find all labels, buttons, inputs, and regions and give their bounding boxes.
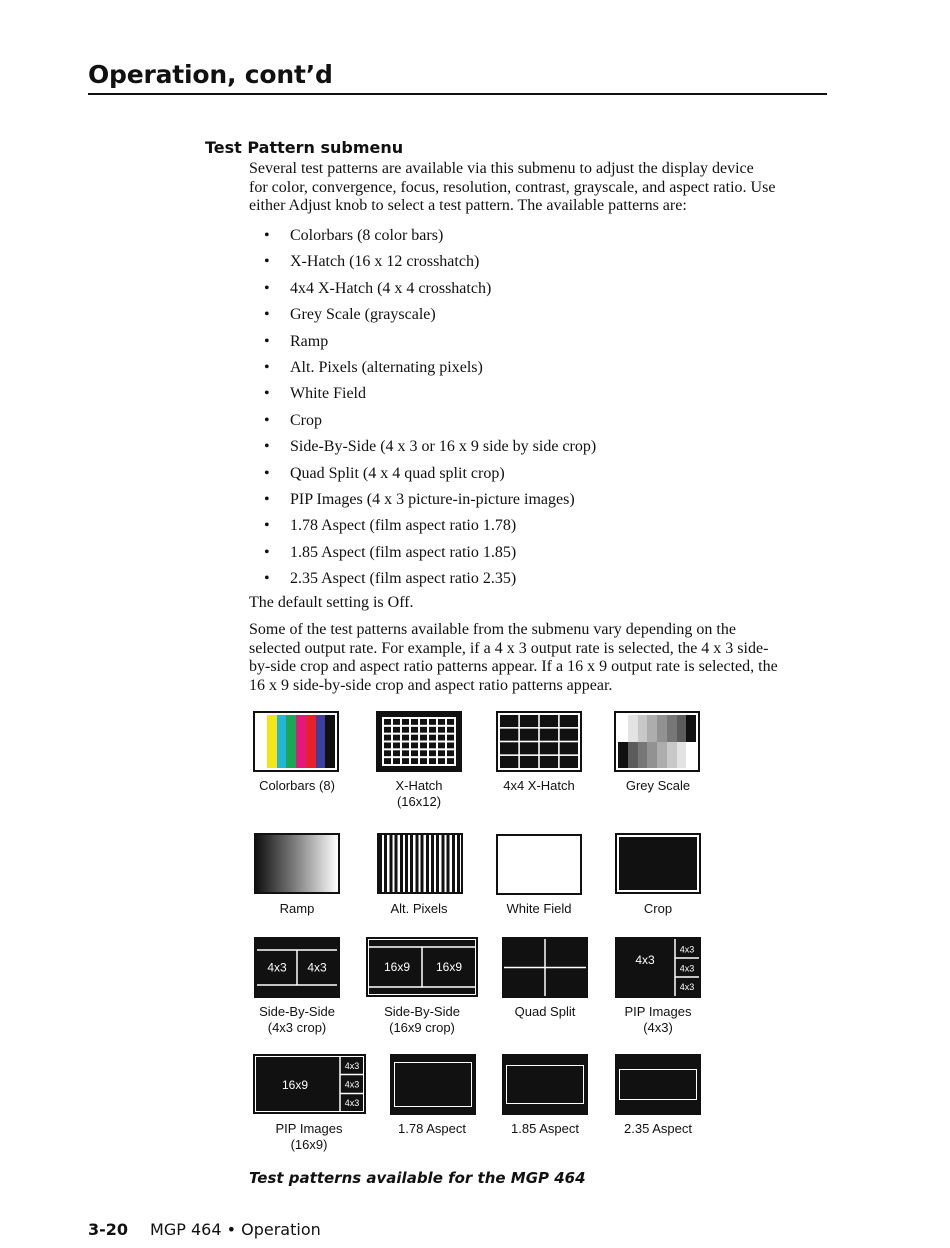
xhatch-cell: [447, 719, 454, 725]
tile-label-line: (4x3 crop): [267, 1020, 327, 1035]
grey-step: [657, 715, 667, 742]
xhatch-cell: [447, 743, 454, 749]
tile-label-line: Ramp: [279, 901, 315, 916]
default-note: The default setting is Off.: [249, 594, 414, 611]
xhatch4-cell: [540, 742, 558, 754]
xhatch-cell: [402, 719, 409, 725]
variation-line: by-side crop and aspect ratio patterns appear. If a 16 x 9 output rate is selected, the: [249, 658, 778, 675]
sbs169-label: [352, 1004, 492, 1036]
xhatch-cell: [393, 758, 400, 764]
pip43-graphic: [617, 939, 699, 996]
xhatch-cell: [429, 743, 436, 749]
xhatch4-cell: [560, 756, 578, 768]
xhatch-cell: [384, 743, 391, 749]
xhatch4-cell: [560, 742, 578, 754]
xhatch-cell: [402, 750, 409, 756]
grey-step: [628, 715, 638, 742]
list-item-text: X-Hatch (16 x 12 crosshatch): [290, 253, 480, 271]
xhatch-cell: [402, 743, 409, 749]
xhatch-cell: [384, 719, 391, 725]
xhatch-cell: [384, 727, 391, 733]
intro-line: Several test patterns are available via this submenu to adjust the display device: [249, 160, 754, 177]
xhatch-cell: [429, 735, 436, 741]
list-item-text: Side-By-Side (4 x 3 or 16 x 9 side by side crop): [290, 438, 597, 456]
variation-line: 16 x 9 side-by-side crop and aspect ratio patterns appear.: [249, 676, 613, 694]
xhatch-cell: [438, 743, 445, 749]
grey-step: [647, 742, 657, 769]
pip43-small-text: 4x3: [679, 963, 695, 974]
bullet-glyph: •: [264, 332, 270, 350]
tile-label-line: (16x9 crop): [389, 1020, 455, 1035]
xhatch4-cell: [500, 756, 518, 768]
xhatch-cell: [429, 750, 436, 756]
xhatch4-cell: [560, 715, 578, 727]
bullet-glyph: •: [264, 438, 270, 456]
tile-label-line: Crop: [643, 901, 673, 916]
color-bar: [277, 715, 287, 768]
xhatch-cell: [438, 758, 445, 764]
xhatch-pattern: [376, 711, 462, 772]
grey-step: [618, 715, 628, 742]
xhatch4-cell: [520, 742, 538, 754]
xhatch4-cell: [540, 729, 558, 741]
tile-label-line: 2.35 Aspect: [624, 1121, 692, 1136]
tile-label-line: Side-By-Side: [384, 1004, 460, 1019]
xhatch-label: [349, 778, 489, 810]
grey-step: [686, 715, 696, 742]
color-bar: [316, 715, 326, 768]
pip169-pattern: [253, 1054, 366, 1114]
grey-step: [677, 742, 687, 769]
list-item-text: White Field: [290, 385, 366, 403]
tile-label-line: (16x9): [290, 1137, 328, 1152]
list-item-text: 2.35 Aspect (film aspect ratio 2.35): [290, 570, 517, 588]
tile-label-line: Alt. Pixels: [390, 901, 448, 916]
a185-pattern: [502, 1054, 588, 1115]
quad-graphic: [504, 939, 586, 996]
quad-pattern: [502, 937, 588, 998]
tile-label-line: PIP Images: [275, 1121, 343, 1136]
list-item-text: 1.78 Aspect (film aspect ratio 1.78): [290, 517, 517, 535]
xhatch-cell: [411, 719, 418, 725]
bullet-glyph: •: [264, 570, 270, 588]
tile-label-line: Colorbars (8): [259, 778, 335, 793]
tile-label-line: X-Hatch: [395, 778, 443, 793]
xhatch-cell: [420, 727, 427, 733]
section-heading: Test Pattern submenu: [205, 138, 404, 157]
color-bar: [296, 715, 306, 768]
list-item-text: 1.85 Aspect (film aspect ratio 1.85): [290, 543, 517, 561]
sbs43-pattern: [254, 937, 340, 998]
bullet-glyph: •: [264, 385, 270, 403]
bullet-glyph: •: [264, 464, 270, 482]
bullet-glyph: •: [264, 227, 270, 244]
list-item-text: Grey Scale (grayscale): [290, 306, 436, 324]
pip169-label: [239, 1121, 379, 1153]
whitefield-pattern: [496, 834, 582, 895]
crop-label: [588, 901, 728, 917]
xhatch4-cell: [500, 742, 518, 754]
grey-step: [657, 742, 667, 769]
xhatch-cell: [438, 727, 445, 733]
intro-line: either Adjust knob to select a test pattern. The available patterns are:: [249, 197, 687, 214]
pip43-small-text: 4x3: [679, 944, 695, 955]
grey-step: [667, 742, 677, 769]
xhatch-cell: [438, 719, 445, 725]
page-number: 3-20: [88, 1220, 129, 1239]
pip43-pattern: [615, 937, 701, 998]
color-bar: [257, 715, 267, 768]
sbs169-graphic: [368, 939, 476, 995]
grey-step: [618, 742, 628, 769]
sbs169-right-text: 16x9: [435, 960, 463, 974]
color-bar: [286, 715, 296, 768]
xhatch-cell: [384, 735, 391, 741]
xhatch-cell: [429, 758, 436, 764]
tile-label-line: Grey Scale: [625, 778, 691, 793]
color-bar: [325, 715, 335, 768]
xhatch4-cell: [520, 715, 538, 727]
tile-label-line: White Field: [506, 901, 572, 916]
xhatch4-pattern: [496, 711, 582, 772]
xhatch-cell: [411, 727, 418, 733]
ramp-pattern: [254, 833, 340, 894]
color-bar: [267, 715, 277, 768]
xhatch-cell: [393, 727, 400, 733]
xhatch-cell: [447, 758, 454, 764]
list-item-text: PIP Images (4 x 3 picture-in-picture images): [290, 490, 575, 508]
tile-label-line: PIP Images: [624, 1004, 692, 1019]
list-item-text: Quad Split (4 x 4 quad split crop): [290, 464, 505, 482]
intro-line: for color, convergence, focus, resolution, contrast, grayscale, and aspect ratio. Use: [249, 178, 776, 196]
xhatch-cell: [411, 735, 418, 741]
figure-caption: Test patterns available for the MGP 464: [249, 1169, 586, 1187]
bullet-glyph: •: [264, 543, 270, 561]
bullet-glyph: •: [264, 517, 270, 535]
bullet-glyph: •: [264, 253, 270, 271]
page-footer: [88, 1220, 321, 1239]
tile-label-line: Quad Split: [514, 1004, 576, 1019]
sbs43-label: [227, 1004, 367, 1036]
grey-row-top: [618, 715, 696, 742]
variation-line: Some of the test patterns available from the submenu vary depending on the: [249, 621, 736, 638]
sbs43-left-text: 4x3: [267, 960, 287, 975]
a235-pattern: [615, 1054, 701, 1115]
xhatch-cell: [447, 735, 454, 741]
a235-frame: [619, 1069, 697, 1100]
grey-step: [677, 715, 687, 742]
xhatch-cell: [402, 735, 409, 741]
xhatch-cell: [447, 727, 454, 733]
grey-row-bottom: [618, 742, 696, 769]
xhatch-cell: [429, 719, 436, 725]
page-title: Operation, cont’d: [88, 60, 333, 89]
altpixels-pattern: [377, 833, 463, 894]
xhatch4-cell: [500, 715, 518, 727]
bullet-glyph: •: [264, 411, 270, 429]
colorbars-label: [227, 778, 367, 794]
xhatch-cell: [420, 750, 427, 756]
color-bar: [306, 715, 316, 768]
a178-pattern: [390, 1054, 476, 1115]
tile-label-line: Side-By-Side: [259, 1004, 335, 1019]
xhatch-cell: [411, 750, 418, 756]
pip169-small-text: 4x3: [344, 1079, 360, 1090]
xhatch-cell: [393, 719, 400, 725]
tile-label-line: 1.85 Aspect: [511, 1121, 579, 1136]
tile-label-line: 4x4 X-Hatch: [503, 778, 575, 793]
altpixels-label: [349, 901, 489, 917]
xhatch-cell: [438, 735, 445, 741]
colorbars-pattern: [253, 711, 339, 772]
xhatch4-grid: [500, 715, 578, 768]
xhatch-cell: [438, 750, 445, 756]
tile-label-line: (16x12): [396, 794, 442, 809]
xhatch-cell: [420, 719, 427, 725]
pip43-label: [588, 1004, 728, 1036]
xhatch-cell: [429, 727, 436, 733]
bullet-glyph: •: [264, 306, 270, 324]
grey-step: [667, 715, 677, 742]
crop-pattern: [615, 833, 701, 894]
sbs43-graphic: [256, 939, 338, 996]
greyscale-pattern: [614, 711, 700, 772]
xhatch-cell: [411, 758, 418, 764]
xhatch-cell: [402, 758, 409, 764]
bullet-glyph: •: [264, 490, 270, 508]
xhatch-cell: [447, 750, 454, 756]
a235-label: [588, 1121, 728, 1137]
xhatch-cell: [393, 743, 400, 749]
grey-step: [686, 742, 696, 769]
xhatch-cell: [420, 735, 427, 741]
tile-label-line: (4x3): [643, 1020, 673, 1035]
xhatch4-cell: [520, 729, 538, 741]
pip169-small-text: 4x3: [344, 1098, 360, 1108]
list-item-text: Alt. Pixels (alternating pixels): [290, 358, 483, 376]
tile-label-line: 1.78 Aspect: [398, 1121, 466, 1136]
doc-title: MGP 464 • Operation: [150, 1220, 321, 1239]
xhatch4-cell: [500, 729, 518, 741]
xhatch-grid: [382, 717, 456, 766]
xhatch4-cell: [540, 756, 558, 768]
xhatch4-cell: [560, 729, 578, 741]
grey-step: [628, 742, 638, 769]
greyscale-label: [588, 778, 728, 794]
a185-frame: [506, 1065, 584, 1104]
xhatch4-cell: [520, 756, 538, 768]
sbs43-right-text: 4x3: [307, 960, 327, 975]
xhatch-cell: [393, 735, 400, 741]
variation-line: selected output rate. For example, if a 4 x 3 output rate is selected, the 4 x 3 side-: [249, 639, 769, 657]
list-item-text: Crop: [290, 411, 322, 429]
list-item-text: 4x4 X-Hatch (4 x 4 crosshatch): [290, 279, 492, 297]
sbs169-left-text: 16x9: [383, 960, 411, 974]
xhatch-cell: [420, 743, 427, 749]
pip169-small-text: 4x3: [344, 1061, 360, 1071]
xhatch-cell: [402, 727, 409, 733]
sbs169-pattern: [366, 937, 478, 997]
pip169-main-text: 16x9: [281, 1078, 309, 1092]
pip43-main-text: 4x3: [635, 953, 655, 967]
xhatch-cell: [393, 750, 400, 756]
xhatch-cell: [411, 743, 418, 749]
list-item-text: Colorbars (8 color bars): [290, 227, 444, 244]
list-item-text: Ramp: [290, 332, 329, 350]
pip43-small-text: 4x3: [679, 982, 695, 992]
grey-step: [638, 742, 648, 769]
a178-frame: [394, 1062, 472, 1107]
pip169-graphic: [255, 1056, 364, 1112]
grey-step: [638, 715, 648, 742]
bullet-glyph: •: [264, 279, 270, 297]
bullet-glyph: •: [264, 358, 270, 376]
xhatch-cell: [384, 758, 391, 764]
xhatch4-cell: [540, 715, 558, 727]
ramp-label: [227, 901, 367, 917]
xhatch-cell: [420, 758, 427, 764]
xhatch-cell: [384, 750, 391, 756]
grey-step: [647, 715, 657, 742]
